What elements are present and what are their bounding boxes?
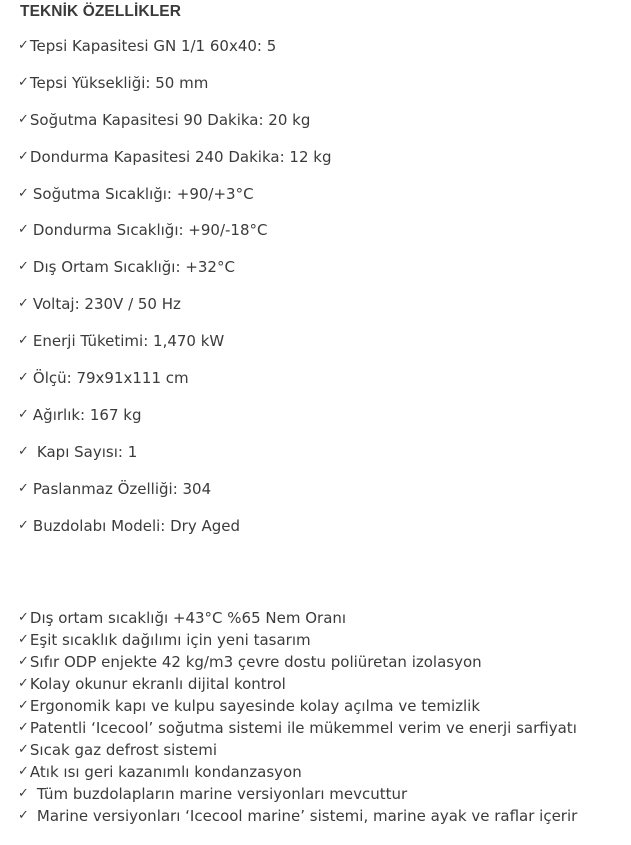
spec-item [18,368,331,405]
checkmark-icon: ✓ [18,808,29,823]
spec-item [18,442,331,479]
spec-text: Dondurma Kapasitesi 240 Dakika: 12 kg [29,147,332,166]
section-title: TEKNİK ÖZELLİKLER [20,3,181,20]
checkmark-icon: ✓ [18,480,29,496]
checkmark-icon: ✓ [18,698,29,713]
checkmark-icon: ✓ [18,38,29,53]
spec-text: Tepsi Kapasitesi GN 1/1 60x40: 5 [29,37,277,55]
spec-text: Tepsi Yüksekliği: 50 mm [29,73,209,92]
spec-text: Paslanmaz Özelliği: 304 [32,479,212,498]
checkmark-icon: ✓ [18,517,29,533]
checkmark-icon: ✓ [18,333,29,349]
feature-item [18,674,577,696]
spec-list [18,36,331,552]
spec-text: Soğutma Kapasitesi 90 Dakika: 20 kg [29,110,311,129]
feature-text: Dış ortam sıcaklığı +43°C %65 Nem Oranı [29,609,347,627]
spec-text: Ağırlık: 167 kg [32,405,142,424]
checkmark-icon: ✓ [18,296,29,312]
feature-text: Tüm buzdolapların marine versiyonları mevcuttur [36,785,408,803]
checkmark-icon: ✓ [18,406,29,422]
spec-item [18,294,331,331]
checkmark-icon: ✓ [18,676,29,691]
spec-item [18,147,331,184]
feature-item [18,718,577,740]
feature-text: Patentli ‘Icecool’ soğutma sistemi ile mükemmel verim ve enerji sarfiyatı [29,719,577,737]
feature-text: Marine versiyonları ‘Icecool marine’ sistemi, marine ayak ve raflar içerir [36,807,578,825]
checkmark-icon: ✓ [18,222,29,238]
spec-item [18,479,331,516]
spec-item [18,184,331,221]
feature-item [18,608,577,630]
feature-text: Sıfır ODP enjekte 42 kg/m3 çevre dostu poliüretan izolasyon [29,653,482,671]
feature-text: Kolay okunur ekranlı dijital kontrol [29,675,286,693]
checkmark-icon: ✓ [18,720,29,735]
checkmark-icon: ✓ [18,654,29,669]
feature-item [18,740,577,762]
checkmark-icon: ✓ [18,185,29,201]
spec-text: Kapı Sayısı: 1 [36,442,138,461]
checkmark-icon: ✓ [18,742,29,757]
spec-item [18,36,331,73]
feature-item [18,630,577,652]
spec-text: Dondurma Sıcaklığı: +90/-18°C [32,221,268,240]
feature-list [18,608,577,828]
feature-item [18,806,577,828]
checkmark-icon: ✓ [18,74,29,90]
checkmark-icon: ✓ [18,632,29,647]
checkmark-icon: ✓ [18,786,29,801]
spec-item [18,405,331,442]
spec-text: Buzdolabı Modeli: Dry Aged [32,516,241,535]
checkmark-icon: ✓ [18,370,29,386]
feature-text: Sıcak gaz defrost sistemi [29,741,218,759]
checkmark-icon: ✓ [18,259,29,275]
feature-item [18,652,577,674]
feature-text: Ergonomik kapı ve kulpu sayesinde kolay açılma ve temizlik [29,697,481,715]
checkmark-icon: ✓ [18,111,29,127]
feature-item [18,784,577,806]
checkmark-icon: ✓ [18,764,29,779]
spec-item [18,110,331,147]
spec-item [18,73,331,110]
spec-item [18,516,331,553]
feature-item [18,696,577,718]
checkmark-icon: ✓ [18,148,29,164]
spec-item [18,257,331,294]
spec-item [18,331,331,368]
feature-item [18,762,577,784]
spec-text: Soğutma Sıcaklığı: +90/+3°C [32,184,254,203]
checkmark-icon: ✓ [18,610,29,625]
spec-text: Voltaj: 230V / 50 Hz [32,295,181,314]
spec-text: Ölçü: 79x91x111 cm [32,369,189,388]
spec-text: Enerji Tüketimi: 1,470 kW [32,332,225,351]
checkmark-icon: ✓ [18,443,29,459]
feature-text: Eşit sıcaklık dağılımı için yeni tasarım [29,631,311,649]
spec-text: Dış Ortam Sıcaklığı: +32°C [32,258,235,277]
spec-item [18,220,331,257]
feature-text: Atık ısı geri kazanımlı kondanzasyon [29,763,302,781]
